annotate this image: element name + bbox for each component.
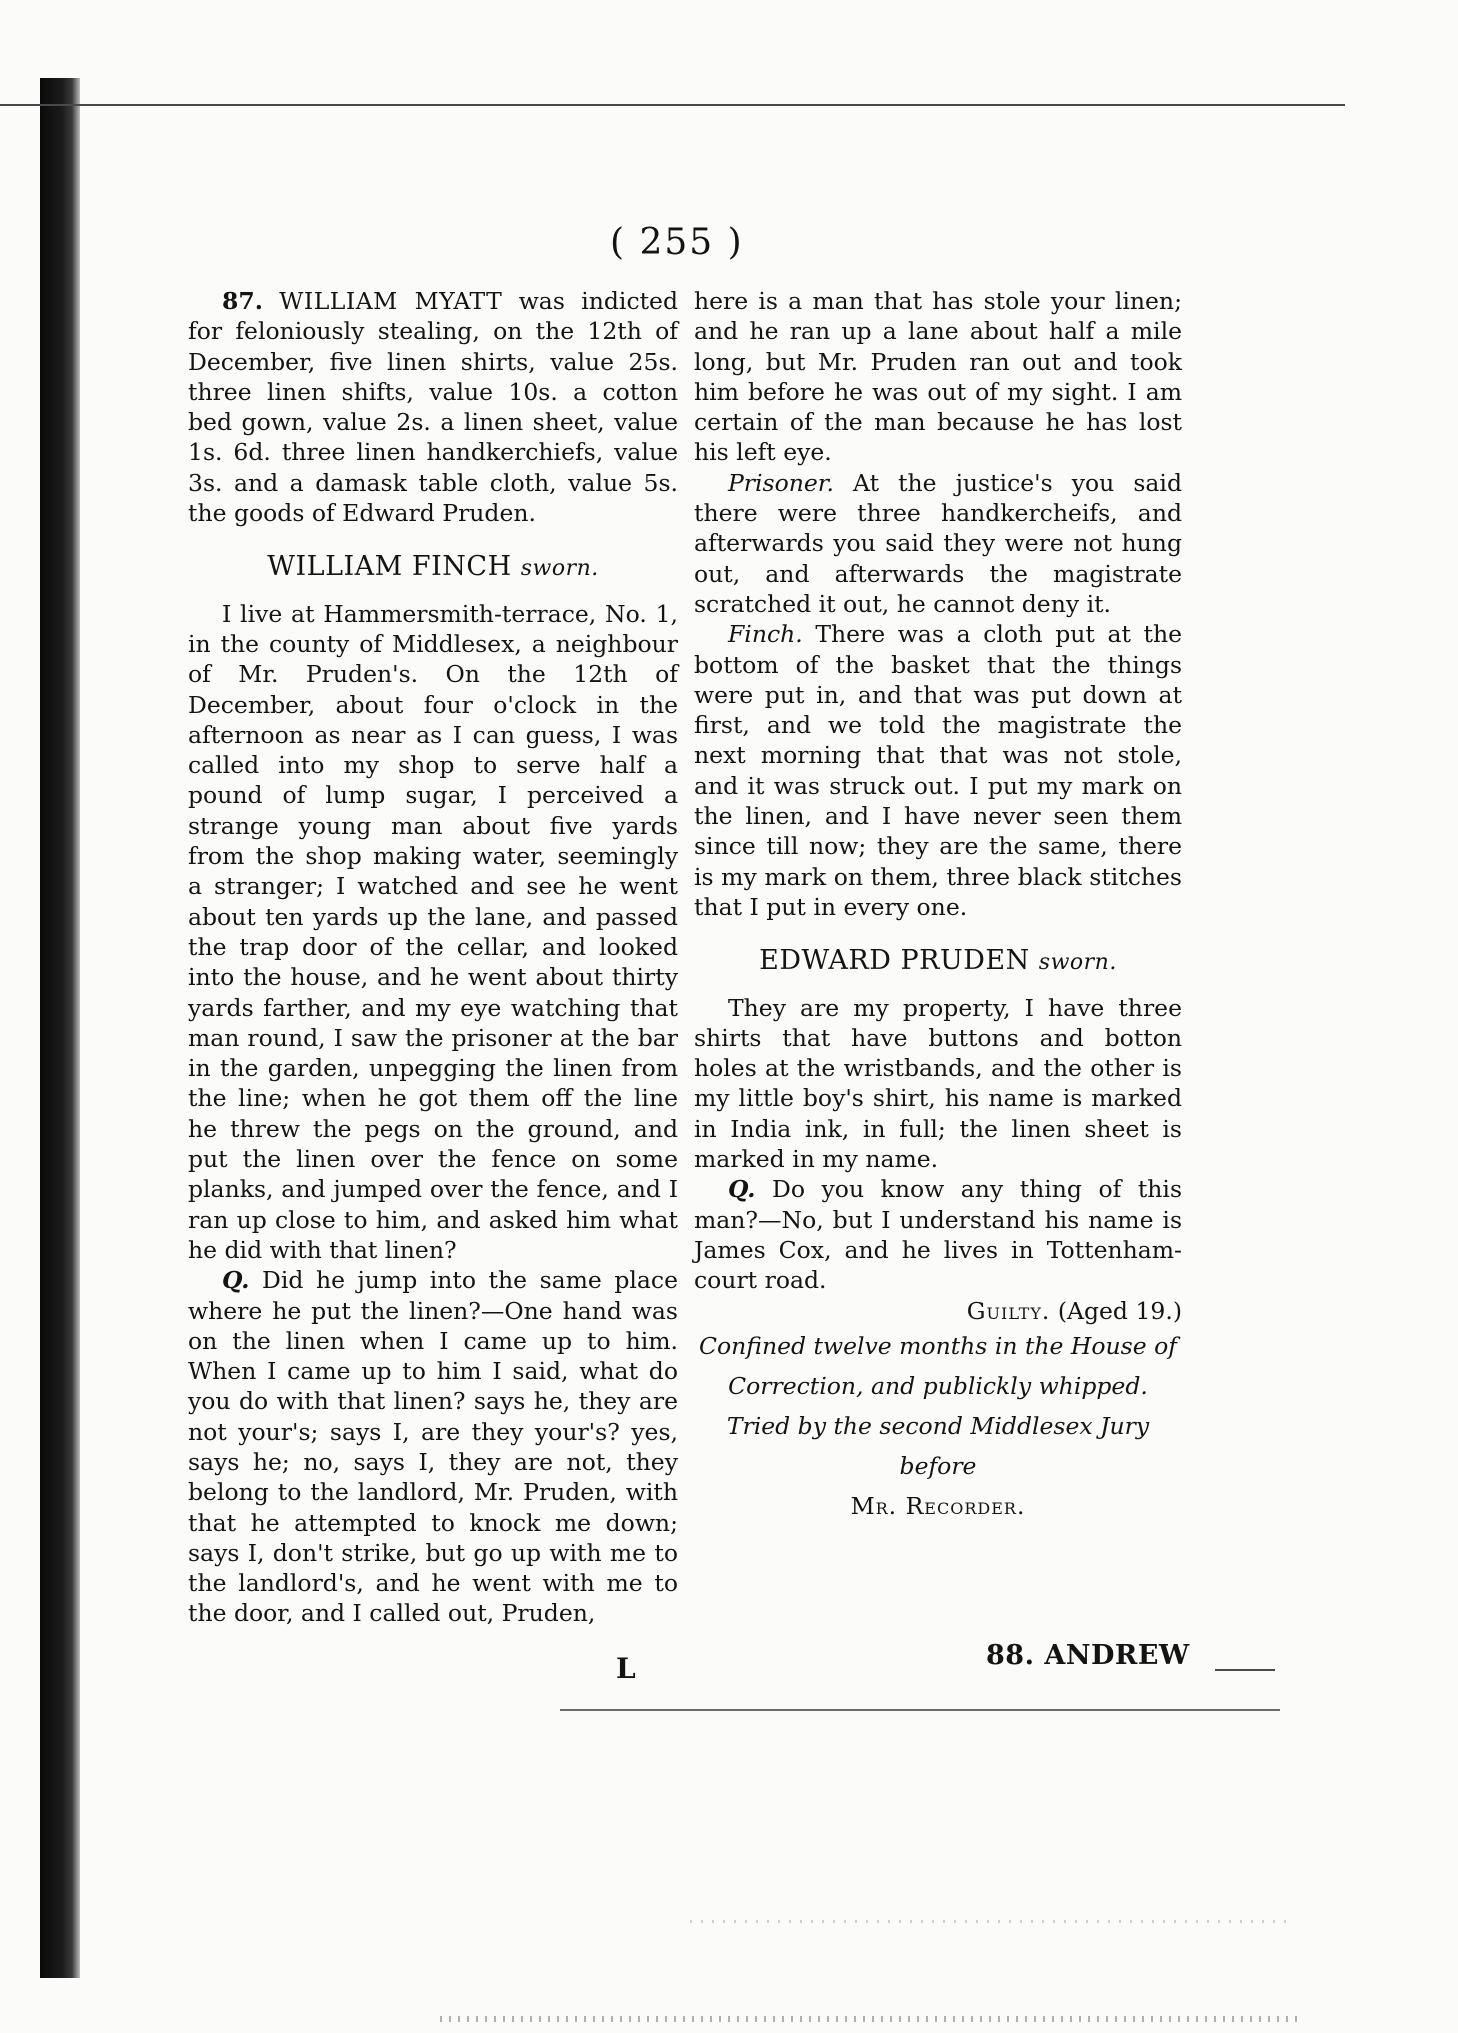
age-text: (Aged 19.) <box>1057 1296 1182 1325</box>
testimony-paragraph: I live at Hammersmith-terrace, No. 1, in the county of Middlesex, a neighbour of Mr. Pruden's. On the 12th of December, about four o'clock in the afternoon as near as I can guess, I was called into my shop to serve half a pound of lump sugar, I perceived a strange young man about five yards from the shop making water, seemingly a stranger; I watched and see he went about ten yards up the lane, and passed the trap door of the cellar, and looked into the house, and he went about thirty yards farther, and my eye watching that man round, I saw the prisoner at the bar in the garden, unpegging the linen from the line; when he got them off the line he threw the pegs on the ground, and put the linen over the fence on some planks, and jumped over the fence, and I ran up close to him, and asked him what he did with that linen? <box>188 599 678 1264</box>
verdict-text: Guilty. <box>966 1296 1051 1325</box>
top-rule <box>0 104 1345 106</box>
indictment-paragraph <box>188 286 678 528</box>
witness-heading <box>188 552 678 584</box>
sworn-label: sworn. <box>520 556 599 582</box>
prisoner-text: At the justice's you said there were three handkercheifs, and afterwards you said they were not hung out, and afterwards the magistrate scratched it out, he cannot deny it. <box>694 468 1182 618</box>
finch-text: There was a cloth put at the bottom of the basket that the things were put in, and that was put down at first, and we told the magistrate the next morning that that was not stole, and it was struck out. I put my mark on the linen, and I have never seen them since till now; they are the same, there is my mark on them, three black stitches that I put in every one. <box>694 620 1182 921</box>
finch-paragraph <box>694 619 1182 922</box>
catchword-rule <box>1215 1669 1275 1671</box>
question-mark: Q. <box>222 1266 250 1295</box>
question-text: Did he jump into the same place where he put the linen?—One hand was on the linen when I came up to him. When I came up to him I said, what do you do with that linen? says he, they are not your's; says I, are they your's? yes, says he; no, says I, they are not, they belong to the landlord, Mr. Pruden, with that he attempted to knock me down; says I, don't strike, but go up with me to the landlord's, and he went with me to the door, and I called out, Pruden, <box>188 1266 678 1628</box>
case-number: 87. <box>222 287 263 315</box>
witness2-name: EDWARD PRUDEN <box>759 945 1030 977</box>
question2-mark: Q. <box>728 1175 756 1204</box>
prisoner-paragraph <box>694 468 1182 619</box>
verdict-line <box>694 1296 1182 1326</box>
book-binding-edge <box>40 78 80 1978</box>
scan-specks <box>690 1920 1290 1923</box>
question-paragraph <box>188 1265 678 1629</box>
question2-text: Do you know any thing of this man?—No, but I understand his name is James Cox, and he lives in Tottenham-court road. <box>694 1175 1182 1295</box>
left-column <box>188 286 678 1629</box>
bottom-rule <box>560 1709 1280 1711</box>
tried-line-1: Tried by the second Middlesex Jury before <box>726 1411 1150 1480</box>
signature-mark: L <box>616 1652 636 1685</box>
catchword: 88. ANDREW <box>986 1640 1190 1671</box>
continued-paragraph: here is a man that has stole your linen; and he ran up a lane about half a mile long, but Mr. Pruden ran out and took him before he was out of my sight. I am certain of the man because he has lost his left eye. <box>694 287 1182 467</box>
indictment-text: was indicted for feloniously stealing, on the 12th of December, five linen shirts, value 25s. three linen shifts, value 10s. a cotton bed gown, value 2s. a linen sheet, value 1s. 6d. three linen handkerchiefs, value 3s. and a damask table cloth, value 5s. the goods of Edward Pruden. <box>188 287 678 528</box>
sworn2-label: sworn. <box>1038 950 1117 976</box>
page-number: ( 255 ) <box>610 222 744 263</box>
right-column <box>694 286 1182 1526</box>
witness2-heading <box>694 946 1182 978</box>
sentence-text: Confined twelve months in the House of Correction, and publickly whipped. <box>699 1331 1177 1400</box>
testimony2-paragraph: They are my property, I have three shirts that have buttons and botton holes at the wristbands, and the other is my little boy's shirt, his name is marked in India ink, in full; the linen sheet is marked in my name. <box>694 993 1182 1174</box>
tried-paragraph <box>694 1406 1182 1526</box>
tried-line-2: Mr. Recorder. <box>850 1491 1026 1520</box>
scan-specks-bottom <box>440 2016 1300 2022</box>
defendant-name: WILLIAM MYATT <box>279 287 503 315</box>
witness-name: WILLIAM FINCH <box>267 551 512 583</box>
finch-label: Finch. <box>728 620 803 649</box>
question2-paragraph <box>694 1174 1182 1295</box>
prisoner-label: Prisoner. <box>728 468 834 497</box>
